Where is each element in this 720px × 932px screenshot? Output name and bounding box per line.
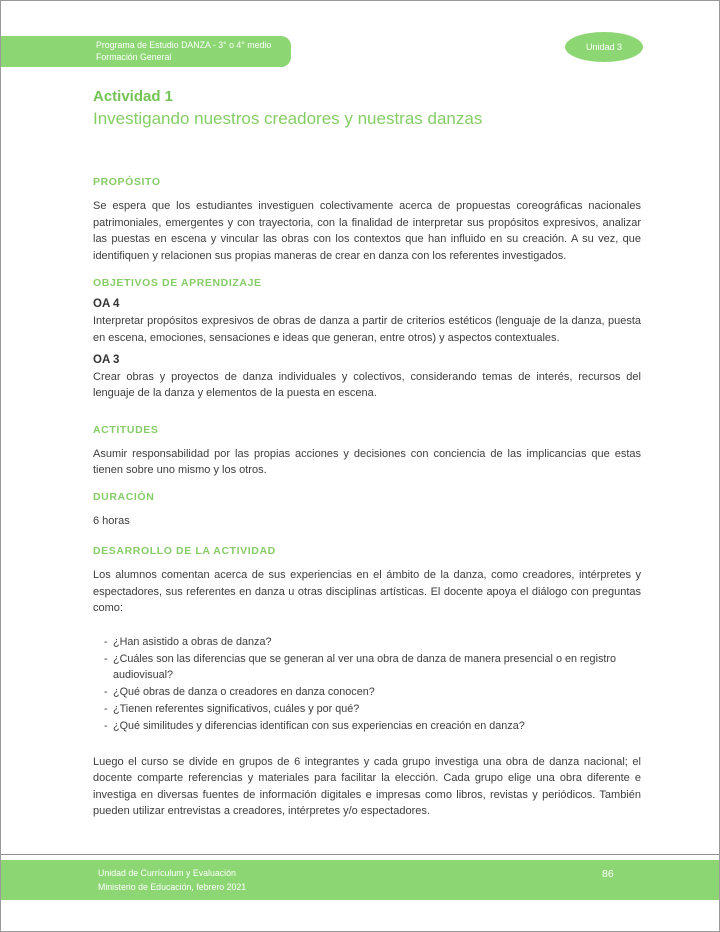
page-number: 86	[602, 868, 614, 880]
unit-badge-label: Unidad 3	[585, 42, 623, 52]
question-list	[93, 634, 641, 735]
question-text: ¿Qué obras de danza o creadores en danza conocen?	[113, 686, 375, 699]
section-heading-proposito: PROPÓSITO	[93, 176, 161, 188]
footer-text	[98, 867, 246, 894]
dash-marker: -	[104, 702, 108, 715]
section-heading-objetivos: OBJETIVOS DE APRENDIZAJE	[93, 277, 262, 290]
desarrollo-closing: Luego el curso se divide en grupos de 6 integrantes y cada grupo investiga una obra de danza nacional; el docente comparte referencias y materiales para facilitar la elección. Cada grupo elige una obra diferente e investiga en diversas fuentes de información digitales e impresas como libros, revistas y periódicos. También pueden utilizar entrevistas a creadores, intérpretes y/o espectadores.	[93, 755, 641, 818]
dash-marker: -	[104, 652, 108, 665]
section-heading-duracion: DURACIÓN	[93, 490, 155, 503]
footer-line2: Ministerio de Educación, febrero 2021	[98, 881, 247, 892]
dash-marker: -	[104, 719, 108, 732]
duracion-value: 6 horas	[93, 514, 130, 527]
question-text: ¿Cuáles son las diferencias que se generan al ver una obra de danza de manera presencial o en registro audiovisual?	[113, 652, 616, 682]
content-column	[93, 1, 641, 820]
question-text: ¿Han asistido a obras de danza?	[113, 635, 272, 648]
list-item	[104, 684, 641, 701]
question-text: ¿Qué similitudes y diferencias identifican con sus experiencias en creación en danza?	[113, 719, 525, 732]
oa4-text: Interpretar propósitos expresivos de obras de danza a partir de criterios estéticos (lenguaje de la danza, puesta en escena, emociones, sensaciones e ideas que generan, entre otros) y aspectos contextuales.	[93, 315, 641, 344]
footer-divider-line	[1, 854, 720, 855]
dash-marker: -	[104, 635, 108, 648]
oa3-text: Crear obras y proyectos de danza individuales y colectivos, considerando temas de interés, recursos del lenguaje de la danza y elementos de la puesta en escena.	[93, 370, 641, 400]
question-text: ¿Tienen referentes significativos, cuáles y por qué?	[113, 702, 360, 715]
list-item	[104, 651, 641, 685]
activity-subtitle: Investigando nuestros creadores y nuestras danzas	[93, 109, 483, 128]
dash-marker: -	[104, 686, 108, 699]
proposito-body: Se espera que los estudiantes investiguen colectivamente acerca de propuestas coreográficas nacionales patrimoniales, emergentes y con trayectoria, con la finalidad de interpretar sus propósitos expresivos, analizar las puestas en escena y vincular las obras con los contextos que han influido en su creación. A su vez, que identifiquen y relacionen sus propias maneras de crear en danza con los referentes investigados.	[93, 200, 641, 262]
oa3-label: OA 3	[93, 353, 120, 366]
footer-bar	[1, 860, 720, 900]
desarrollo-intro: Los alumnos comentan acerca de sus experiencias en el ámbito de la danza, como creadores, intérpretes y espectadores, sus referentes en danza u otras disciplinas artísticas. El docente apoya el diálogo con preguntas como:	[93, 568, 641, 615]
list-item	[104, 634, 641, 651]
section-heading-desarrollo: DESARROLLO DE LA ACTIVIDAD	[93, 544, 276, 557]
section-heading-actitudes: ACTITUDES	[93, 423, 159, 436]
header-program-line1: Programa de Estudio DANZA - 3° o 4° medio	[96, 40, 272, 50]
oa4-label: OA 4	[93, 298, 120, 311]
list-item	[104, 701, 641, 718]
list-item	[104, 718, 641, 735]
activity-title: Actividad 1	[93, 88, 174, 105]
actitudes-body: Asumir responsabilidad por las propias acciones y decisiones con conciencia de las implicancias que estas tienen sobre uno mismo y los otros.	[93, 447, 641, 477]
footer-line1: Unidad de Currículum y Evaluación	[98, 868, 236, 878]
header-program-line2: Formación General	[96, 51, 172, 62]
